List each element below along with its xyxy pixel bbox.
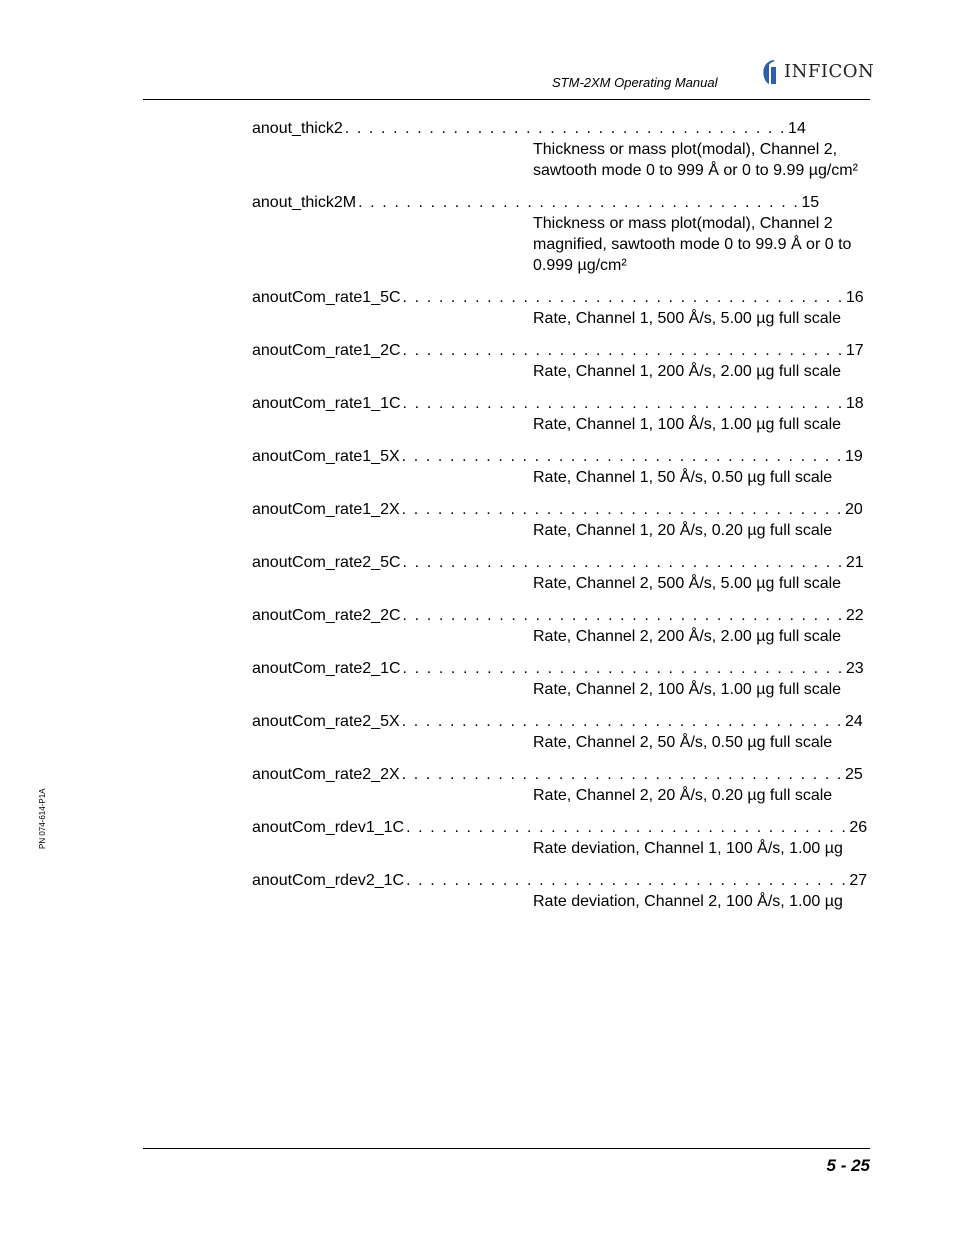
entry-page-number: 21 (845, 554, 864, 571)
page-number: 5 - 25 (826, 1156, 870, 1175)
entry-description: Rate, Channel 2, 200 Å/s, 2.00 µg full scale (533, 628, 842, 645)
entry-page-number: 26 (849, 819, 868, 836)
entry-description: Rate, Channel 2, 100 Å/s, 1.00 µg full scale (533, 681, 842, 698)
dot-leader: . . . . . . . . . . . . . . . . . . . . . . . . . . . . . . . . . . . . . (402, 660, 844, 677)
dot-leader: . . . . . . . . . . . . . . . . . . . . . . . . . . . . . . . . . . . . . (401, 501, 843, 518)
entry-name: anoutCom_rate1_5C (252, 289, 401, 306)
entry-line (252, 658, 864, 679)
footer-divider (143, 1148, 870, 1149)
entry-page-number: 19 (844, 448, 863, 465)
entry-line (252, 118, 806, 139)
logo-mark-icon (760, 59, 782, 85)
entry-line (252, 605, 864, 626)
entry-page-number: 18 (845, 395, 864, 412)
dot-leader: . . . . . . . . . . . . . . . . . . . . . . . . . . . . . . . . . . . . . (402, 289, 844, 306)
entry-name: anoutCom_rate2_2C (252, 607, 401, 624)
entry-name: anoutCom_rdev1_1C (252, 819, 405, 836)
index-entry (252, 446, 877, 488)
entry-page-number: 17 (845, 342, 864, 359)
dot-leader: . . . . . . . . . . . . . . . . . . . . . . . . . . . . . . . . . . . . . (406, 872, 848, 889)
entry-name: anoutCom_rate2_1C (252, 660, 401, 677)
dot-leader: . . . . . . . . . . . . . . . . . . . . . . . . . . . . . . . . . . . . . (401, 713, 843, 730)
index-entry (252, 817, 877, 859)
entry-page-number: 24 (844, 713, 863, 730)
inficon-logo (760, 58, 875, 86)
entry-page-number: 23 (845, 660, 864, 677)
index-entry (252, 658, 877, 700)
entry-page-number: 27 (849, 872, 868, 889)
index-entry (252, 340, 877, 382)
index-entry (252, 870, 877, 912)
dot-leader: . . . . . . . . . . . . . . . . . . . . . . . . . . . . . . . . . . . . . (402, 607, 844, 624)
entry-description: Rate, Channel 2, 50 Å/s, 0.50 µg full scale (533, 734, 833, 751)
entry-line (252, 192, 820, 213)
dot-leader: . . . . . . . . . . . . . . . . . . . . . . . . . . . . . . . . . . . . . (358, 194, 800, 211)
entry-description: Rate, Channel 1, 500 Å/s, 5.00 µg full scale (533, 310, 842, 327)
entry-name: anoutCom_rate2_5X (252, 713, 400, 730)
entry-line (252, 287, 864, 308)
entry-name: anoutCom_rate1_2X (252, 501, 400, 518)
entry-description: Rate, Channel 1, 50 Å/s, 0.50 µg full scale (533, 469, 833, 486)
entry-name: anoutCom_rate2_2X (252, 766, 400, 783)
part-number-label: PN 074-614-P1A (38, 788, 47, 849)
dot-leader: . . . . . . . . . . . . . . . . . . . . . . . . . . . . . . . . . . . . . (401, 766, 843, 783)
index-entry (252, 764, 877, 806)
entry-line (252, 340, 864, 361)
entry-name: anoutCom_rdev2_1C (252, 872, 405, 889)
index-entry (252, 499, 877, 541)
entry-name: anoutCom_rate1_2C (252, 342, 401, 359)
entry-description: Rate, Channel 2, 500 Å/s, 5.00 µg full scale (533, 575, 842, 592)
entry-description: Rate, Channel 1, 20 Å/s, 0.20 µg full scale (533, 522, 833, 539)
entry-line (252, 817, 868, 838)
index-entry (252, 552, 877, 594)
entry-page-number: 20 (844, 501, 863, 518)
entry-line (252, 499, 863, 520)
entry-name: anoutCom_rate1_1C (252, 395, 401, 412)
entry-line (252, 870, 868, 891)
dot-leader: . . . . . . . . . . . . . . . . . . . . . . . . . . . . . . . . . . . . . (402, 395, 844, 412)
entry-description: Rate deviation, Channel 1, 100 Å/s, 1.00 µg (533, 840, 843, 857)
entry-line (252, 764, 863, 785)
entry-name: anoutCom_rate2_5C (252, 554, 401, 571)
entry-description: Rate deviation, Channel 2, 100 Å/s, 1.00 µg (533, 893, 843, 910)
index-entry (252, 287, 877, 329)
entry-description: Thickness or mass plot(modal), Channel 2, sawtooth mode 0 to 999 Å or 0 to 9.99 µg/cm² (533, 141, 858, 179)
entry-description: Rate, Channel 1, 100 Å/s, 1.00 µg full scale (533, 416, 842, 433)
entry-line (252, 393, 864, 414)
dot-leader: . . . . . . . . . . . . . . . . . . . . . . . . . . . . . . . . . . . . . (401, 448, 843, 465)
dot-leader: . . . . . . . . . . . . . . . . . . . . . . . . . . . . . . . . . . . . . (406, 819, 848, 836)
dot-leader: . . . . . . . . . . . . . . . . . . . . . . . . . . . . . . . . . . . . . (402, 342, 844, 359)
entry-line (252, 446, 863, 467)
entry-description: Rate, Channel 1, 200 Å/s, 2.00 µg full scale (533, 363, 842, 380)
entry-description: Rate, Channel 2, 20 Å/s, 0.20 µg full scale (533, 787, 833, 804)
index-entry (252, 118, 877, 181)
entry-page-number: 22 (845, 607, 864, 624)
index-entry (252, 393, 877, 435)
entry-line (252, 711, 863, 732)
entry-name: anoutCom_rate1_5X (252, 448, 400, 465)
entry-page-number: 14 (788, 120, 806, 137)
entry-line (252, 552, 864, 573)
header-divider (143, 99, 870, 100)
dot-leader: . . . . . . . . . . . . . . . . . . . . . . . . . . . . . . . . . . . . . (402, 554, 844, 571)
entry-page-number: 15 (801, 194, 820, 211)
index-entry (252, 192, 877, 276)
entry-name: anout_thick2M (252, 194, 357, 211)
entry-description: Thickness or mass plot(modal), Channel 2 magnified, sawtooth mode 0 to 99.9 Å or 0 to 0.999 µg/cm² (533, 215, 852, 274)
logo-text: INFICON (784, 61, 875, 82)
index-entries (252, 118, 877, 923)
manual-title: STM-2XM Operating Manual (552, 75, 718, 90)
index-entry (252, 605, 877, 647)
entry-page-number: 25 (844, 766, 863, 783)
entry-name: anout_thick2 (252, 120, 343, 137)
index-entry (252, 711, 877, 753)
dot-leader: . . . . . . . . . . . . . . . . . . . . . . . . . . . . . . . . . . . . . (344, 120, 787, 137)
entry-page-number: 16 (845, 289, 864, 306)
